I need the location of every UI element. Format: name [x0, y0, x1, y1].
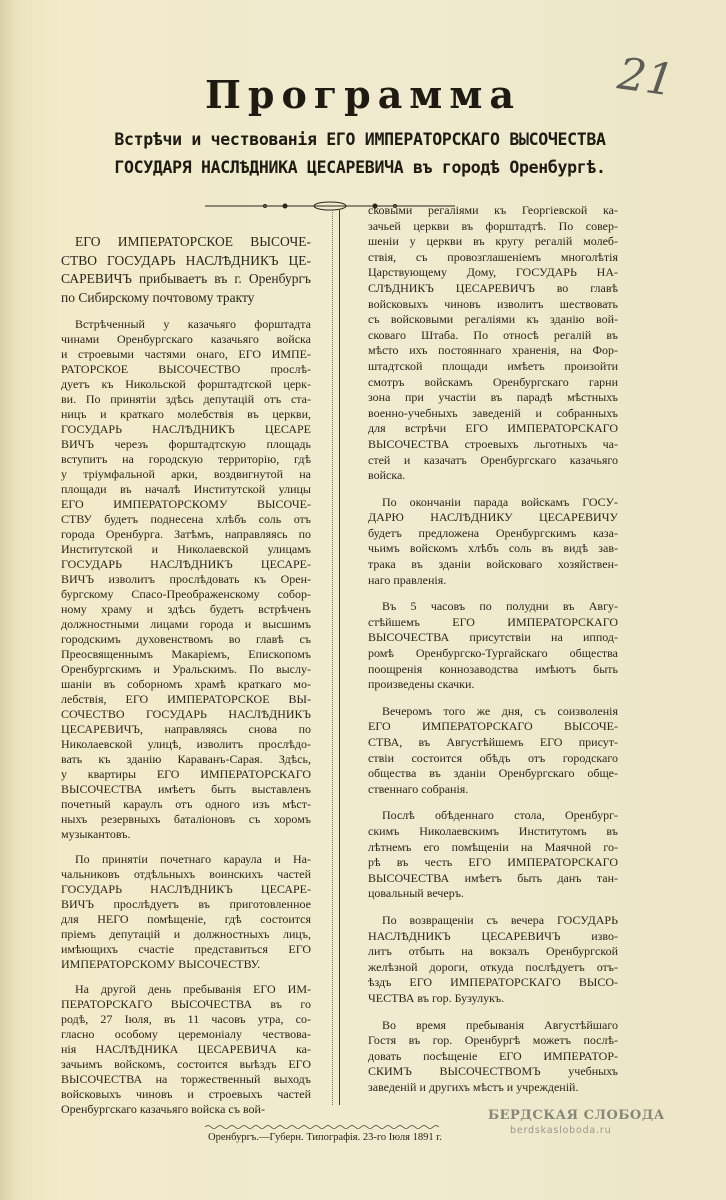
- text-line: ственнаго собранія.: [368, 781, 469, 796]
- text-line: ЧЕСТВА въ гор. Бузулукъ.: [368, 990, 505, 1005]
- text-line: ствіи состоится обѣдъ отъ городскаго: [368, 750, 618, 765]
- text-line: должностными лицами города и высшимъ: [61, 617, 311, 631]
- text-line: довать посѣщеніе ЕГО ИМПЕРАТОР-: [368, 1048, 618, 1063]
- text-line: заведеній и другихъ мѣстъ и учрежденій.: [368, 1079, 579, 1094]
- text-line: СЛѢДНИКЪ ЦЕСАРЕВИЧЪ во главѣ: [368, 280, 618, 295]
- text-line: у квартиры ЕГО ИМПЕРАТОРСКАГО: [61, 767, 311, 781]
- text-line: СОЧЕСТВО ГОСУДАРЬ НАСЛѢДНИКЪ: [61, 707, 311, 721]
- text-line: ЕГО ИМПЕРАТОРСКОМУ ВЫСОЧЕ-: [61, 497, 311, 511]
- text-line: Институтской и Николаевской улицамъ: [61, 542, 311, 556]
- text-line: дуетъ къ Никольской форштадтской церк-: [61, 377, 311, 391]
- text-line: скимъ Николаевскимъ Институтомъ въ: [368, 823, 618, 838]
- text-line: нія НАСЛѢДНИКА ЦЕСАРЕВИЧА ка-: [61, 1042, 311, 1056]
- text-line: лѣтнемъ его помѣщеніи на Маячной го-: [368, 839, 618, 854]
- text-line: ному храму и здѣсь будетъ встрѣченъ: [61, 602, 311, 616]
- text-line: Послѣ обѣденнаго стола, Оренбург-: [382, 808, 618, 823]
- text-line: шаніи въ соборномъ храмѣ краткаго мо-: [61, 677, 311, 691]
- text-line: по Сибирскому почтовому тракту: [61, 289, 255, 305]
- paragraph: [368, 599, 618, 693]
- text-line: вать къ зданію Караванъ-Сарая. Здѣсь,: [61, 752, 311, 766]
- text-line: рѣ въ честь ЕГО ИМПЕРАТОРСКАГО: [368, 855, 618, 870]
- document-title: Программа: [205, 72, 521, 117]
- watermark-name: БЕРДСКАЯ СЛОБОДА: [488, 1108, 665, 1123]
- text-line: зачьимъ войскомъ, состоится выѣздъ ЕГО: [61, 1057, 311, 1071]
- text-line: ВИЧЪ черезъ форштадтскую площадь: [61, 437, 311, 451]
- text-line: СТВА, въ Августѣйшемъ ЕГО присут-: [368, 735, 618, 749]
- text-line: почетный караулъ отъ одного изъ мѣст-: [61, 797, 311, 811]
- text-line: Гостя въ гор. Оренбургѣ можетъ послѣ-: [368, 1033, 618, 1048]
- text-line: сковыми регаліями къ Георгіевской ка-: [368, 203, 618, 217]
- text-line: площади въ началѣ Институтской улицы: [61, 482, 311, 496]
- text-line: Оренбургскаго казачьяго войска съ вой-: [61, 1102, 265, 1116]
- text-line: СТВУ будетъ поднесена хлѣбъ соль отъ: [61, 512, 311, 526]
- text-line: желѣзной дороги, откуда послѣдуетъ отъ-: [368, 959, 618, 974]
- text-line: войска.: [368, 468, 406, 483]
- text-line: На другой день пребыванія ЕГО ИМ-: [75, 982, 311, 996]
- text-line: Встрѣченный у казачьяго форштадта: [75, 317, 311, 331]
- left-column: [61, 233, 311, 1127]
- paragraph: [368, 913, 618, 1007]
- text-line: ницъ и краткаго молебствія въ церкви,: [61, 407, 311, 421]
- text-line: ВЫСОЧЕСТВА имѣетъ быть выставленъ: [61, 782, 311, 796]
- text-line: наго правленія.: [368, 572, 447, 587]
- watermark-url: berdskasloboda.ru: [510, 1125, 612, 1136]
- text-line: Царствующему Дому, ГОСУДАРЬ НА-: [368, 265, 618, 280]
- text-line: ЦЕСАРЕВИЧЪ, направляясь снова по: [61, 722, 311, 736]
- text-line: ВЫСОЧЕСТВА на торжественный выходъ: [61, 1072, 311, 1086]
- text-line: для НЕГО помѣщеніе, гдѣ состоится: [61, 912, 311, 926]
- text-line: стей и казачатъ Оренбургскаго казачьяго: [368, 452, 618, 467]
- text-line: По принятіи почетнаго караула и На-: [75, 852, 311, 866]
- paragraph: [368, 704, 618, 798]
- text-line: цовальный вечеръ.: [368, 886, 464, 901]
- text-line: ВЫСОЧЕСТВА строевыхъ льготныхъ ча-: [368, 436, 618, 451]
- text-line: и строевыми частями онаго, ЕГО ИМПЕ-: [61, 347, 311, 361]
- text-line: ромѣ Оренбургско-Тургайскаго общества: [368, 646, 618, 661]
- text-line: бургскому Спасо-Преображенскому собор-: [61, 587, 311, 601]
- text-line: штадтской площади имѣетъ произойти: [368, 358, 618, 373]
- text-line: ВЫСОЧЕСТВА присутствіи на иппод-: [368, 630, 618, 645]
- paragraph: [61, 982, 311, 1117]
- text-line: РАТОРСКОЕ ВЫСОЧЕСТВО прослѣ-: [61, 362, 311, 376]
- text-line: ГОСУДАРЬ НАСЛѢДНИКЪ ЦЕСАРЕ-: [61, 557, 311, 571]
- paragraph: [368, 203, 618, 484]
- text-line: сковаго Штаба. По относѣ регалій въ: [368, 327, 618, 342]
- text-line: будетъ предложена Оренбургскимъ каза-: [368, 525, 618, 540]
- text-line: ВЫСОЧЕСТВА имѣетъ быть данъ тан-: [368, 870, 618, 885]
- text-line: ѣздъ ЕГО ИМПЕРАТОРСКАГО ВЫСО-: [368, 975, 618, 990]
- text-line: ПЕРАТОРСКАГО ВЫСОЧЕСТВА въ го: [61, 997, 311, 1011]
- text-line: войсковыхъ чиновъ изволитъ шествовать: [368, 296, 618, 311]
- text-line: зона при участіи въ парадѣ мѣстныхъ: [368, 390, 618, 405]
- text-line: мѣсто ихъ постояннаго храненія, на Фор-: [368, 343, 618, 358]
- text-line: ви. По принятіи здѣсь депутацій отъ ста-: [61, 392, 311, 406]
- paragraph: [61, 317, 311, 842]
- text-line: чьимъ войскомъ хлѣбъ соль въ видѣ зав-: [368, 541, 618, 556]
- text-line: города Оренбурга. Затѣмъ, направляясь по: [61, 527, 311, 541]
- text-line: Въ 5 часовъ по полудни въ Авгу-: [382, 599, 618, 614]
- text-line: поощренія коннозаводства имѣютъ быть: [368, 661, 618, 676]
- column-divider: [332, 210, 340, 1105]
- text-line: у тріумфальной арки, воздвигнутой на: [61, 467, 311, 481]
- text-line: ГОСУДАРЬ НАСЛѢДНИКЪ ЦЕСАРЕ-: [61, 882, 311, 896]
- subtitle-line: Встрѣчи и чествованія ЕГО ИМПЕРАТОРСКАГО ВЫСОЧЕСТВА: [114, 130, 606, 149]
- text-line: родѣ, 27 Іюля, въ 11 часовъ утра, со-: [61, 1012, 311, 1026]
- handwritten-page-number: 21: [614, 48, 678, 107]
- text-line: Оренбургскимъ и Уральскимъ. По выслу-: [61, 662, 311, 676]
- subtitle-line: ГОСУДАРЯ НАСЛѢДНИКА ЦЕСАРЕВИЧА въ городѣ Оренбургѣ.: [114, 158, 606, 177]
- text-line: съ войсковыми регаліями къ зданію вой-: [368, 312, 618, 327]
- text-line: вступитъ на городскую территорію, гдѣ: [61, 452, 311, 466]
- text-line: музыкантовъ.: [61, 827, 131, 841]
- text-line: чинами Оренбургскаго казачьяго войска: [61, 332, 311, 346]
- text-line: САРЕВИЧЪ прибываетъ въ г. Оренбургъ: [61, 271, 311, 286]
- text-line: Николаевской улицѣ, изволитъ прослѣдо-: [61, 737, 311, 751]
- text-line: СКИМЪ ВЫСОЧЕСТВОМЪ учебныхъ: [368, 1064, 618, 1079]
- text-line: По возвращеніи съ вечера ГОСУДАРЬ: [382, 912, 618, 927]
- text-line: городскимъ духовенствомъ во главѣ съ: [61, 632, 311, 646]
- text-line: ствія, съ провозглашеніемъ многолѣтія: [368, 249, 618, 264]
- text-line: ныхъ резервныхъ баталіоновъ съ хоромъ: [61, 812, 311, 826]
- footer-wavy-rule: [205, 1124, 440, 1130]
- text-line: Вечеромъ того же дня, съ соизволенія: [382, 703, 618, 718]
- text-line: войсковыхъ чиновъ и строевыхъ частей: [61, 1087, 311, 1101]
- text-line: общества въ зданіи Оренбургскаго обще-: [368, 766, 618, 781]
- text-line: имѣющихъ счастіе представиться ЕГО: [61, 942, 311, 956]
- paragraph: [368, 1018, 618, 1096]
- text-line: военно-учебныхъ заведеній и собранныхъ: [368, 405, 618, 420]
- text-line: трака въ зданіи войсковаго хозяйствен-: [368, 557, 618, 572]
- text-line: ГОСУДАРЬ НАСЛѢДНИКЪ ЦЕСАРЕ: [61, 422, 311, 436]
- text-line: ИМПЕРАТОРСКОМУ ВЫСОЧЕСТВУ.: [61, 957, 261, 971]
- text-line: для встрѣчи ЕГО ИМПЕРАТОРСКАГО: [368, 421, 618, 436]
- text-line: лебствія, ЕГО ИМПЕРАТОРСКОЕ ВЫ-: [61, 692, 311, 706]
- text-line: ВИЧЪ прослѣдуетъ въ приготовленное: [61, 897, 311, 911]
- text-line: пріемъ депутацій и должностныхъ лицъ,: [61, 927, 311, 941]
- text-line: чальниковъ отдѣльныхъ воинскихъ частей: [61, 867, 311, 881]
- paragraph: [61, 233, 311, 307]
- text-line: По окончаніи парада войскамъ ГОСУ-: [382, 494, 618, 509]
- text-line: ЕГО ИМПЕРАТОРСКАГО ВЫСОЧЕ-: [368, 719, 618, 734]
- text-line: Преосвященнымъ Макаріемъ, Епископомъ: [61, 647, 311, 661]
- paragraph: [61, 852, 311, 972]
- text-line: литъ отбыть на вокзалъ Оренбургской: [368, 944, 618, 959]
- text-line: произведены скачки.: [368, 677, 475, 692]
- text-line: ЕГО ИМПЕРАТОРСКОЕ ВЫСОЧЕ-: [75, 234, 311, 249]
- paragraph: [368, 495, 618, 589]
- text-line: СТВО ГОСУДАРЬ НАСЛѢДНИКЪ ЦЕ-: [61, 252, 311, 268]
- text-line: НАСЛѢДНИКЪ ЦЕСАРЕВИЧЪ изво-: [368, 928, 618, 943]
- right-column: [368, 203, 618, 1106]
- text-line: шеніи у церкви въ кругу регалій молеб-: [368, 234, 618, 249]
- text-line: Во время пребыванія Августѣйшаго: [382, 1017, 618, 1032]
- text-line: ДАРЮ НАСЛѢДНИКУ ЦЕСАРЕВИЧУ: [368, 510, 618, 525]
- text-line: зачьей церкви въ форштадтѣ. По совер-: [368, 218, 618, 233]
- paragraph: [368, 808, 618, 902]
- text-line: стѣйшемъ ЕГО ИМПЕРАТОРСКАГО: [368, 614, 618, 629]
- text-line: ВИЧЪ изволитъ прослѣдовать къ Орен-: [61, 572, 311, 586]
- printer-imprint: Оренбургъ.—Губерн. Типографія. 23-го Іюля 1891 г.: [208, 1132, 442, 1143]
- text-line: гласно особому церемоніалу чествова-: [61, 1027, 311, 1041]
- text-line: смотръ войскамъ Оренбургскаго гарни: [368, 374, 618, 389]
